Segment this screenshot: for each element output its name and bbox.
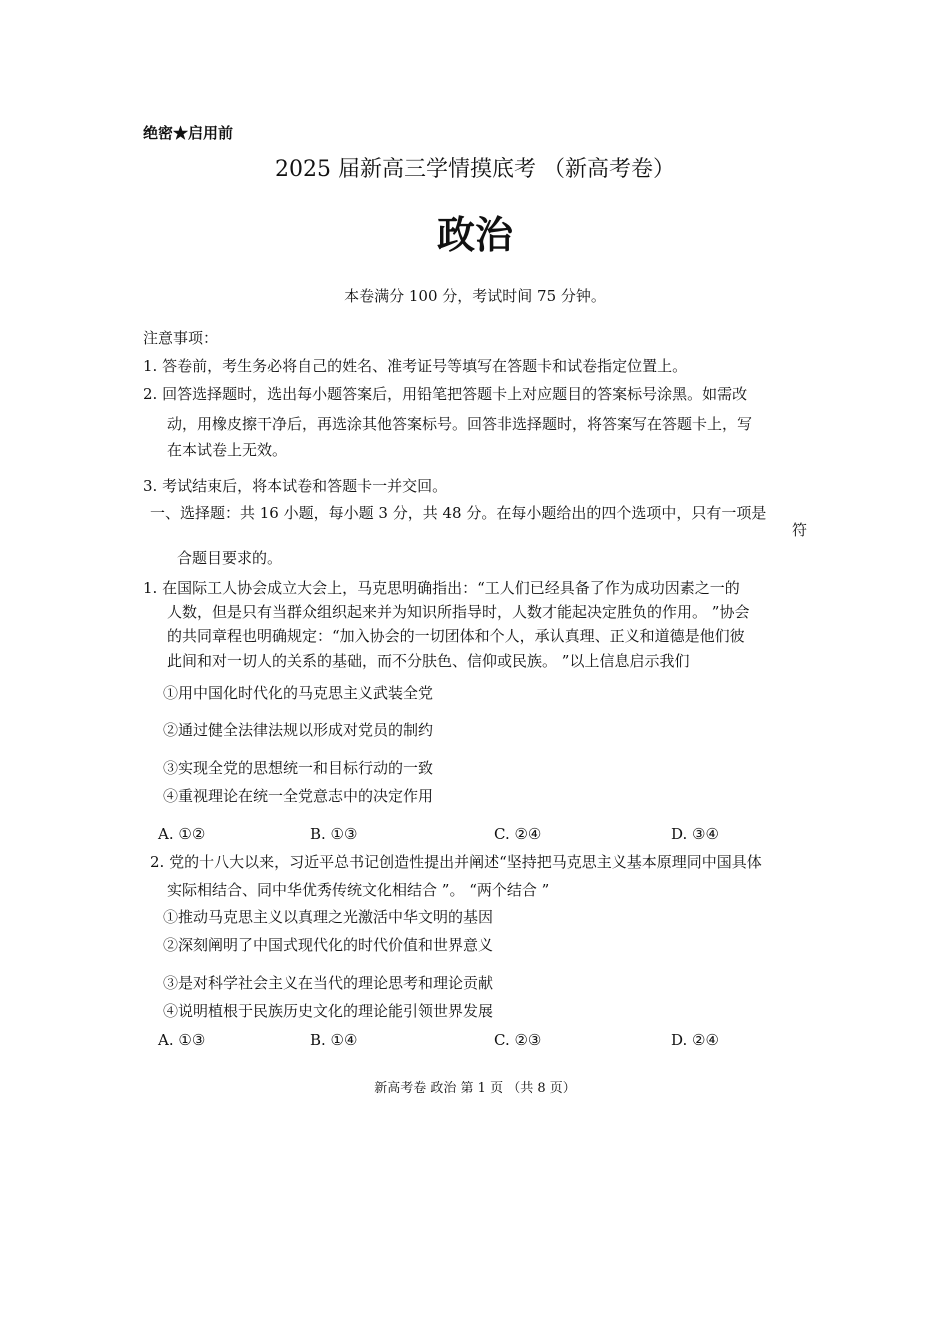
question-2-statement: ④说明植根于民族历史文化的理论能引领世界发展 [163, 1002, 494, 1020]
question-2-statement: ①推动马克思主义以真理之光激活中华文明的基因 [163, 908, 494, 926]
section-heading-continuation: 合题目要求的。 [177, 549, 283, 567]
question-2-stem: 2. 党的十八大以来，习近平总书记创造性提出并阐述“坚持把马克思主义基本原理同中国具体 [150, 853, 762, 871]
exam-title: 2025 届新高三学情摸底考 （新高考卷） [275, 157, 675, 182]
question-2-option-d: D. ②④ [671, 1031, 719, 1049]
note-item: 1. 答卷前，考生务必将自己的姓名、准考证号等填写在答题卡和试卷指定位置上。 [143, 357, 688, 375]
question-1-statement: ④重视理论在统一全党意志中的决定作用 [163, 787, 434, 805]
question-1-stem: 的共同章程也明确规定：“加入协会的一切团体和个人，承认真理、正义和道德是他们彼 [167, 627, 745, 645]
question-2-option-c: C. ②③ [494, 1031, 542, 1049]
exam-info: 本卷满分 100 分，考试时间 75 分钟。 [344, 287, 606, 305]
notes-heading: 注意事项： [143, 329, 219, 347]
question-2-stem: 实际相结合、同中华优秀传统文化相结合 ”。 “两个结合 ” [167, 881, 550, 899]
question-1-option-b: B. ①③ [310, 825, 358, 843]
question-1-statement: ③实现全党的思想统一和目标行动的一致 [163, 759, 434, 777]
question-2-statement: ③是对科学社会主义在当代的理论思考和理论贡献 [163, 974, 494, 992]
question-1-stem: 1. 在国际工人协会成立大会上，马克思明确指出：“工人们已经具备了作为成功因素之一的 [143, 579, 740, 597]
question-2-option-b: B. ①④ [310, 1031, 358, 1049]
note-item-continuation: 动，用橡皮擦干净后，再选涂其他答案标号。回答非选择题时，将答案写在答题卡上，写 [167, 415, 753, 433]
page-footer: 新高考卷 政治 第 1 页 （共 8 页） [374, 1081, 576, 1096]
question-1-stem: 人数，但是只有当群众组织起来并为知识所指导时，人数才能起决定胜负的作用。 ”协会 [167, 603, 750, 621]
note-item: 2. 回答选择题时，选出每小题答案后，用铅笔把答题卡上对应题目的答案标号涂黑。如需改 [143, 385, 748, 403]
note-item: 3. 考试结束后，将本试卷和答题卡一并交回。 [143, 477, 448, 495]
note-item-continuation: 在本试卷上无效。 [167, 441, 288, 459]
question-1-option-d: D. ③④ [671, 825, 719, 843]
question-1-option-c: C. ②④ [494, 825, 542, 843]
section-heading-tail: 符 [792, 521, 808, 539]
question-2-option-a: A. ①③ [158, 1031, 206, 1049]
question-1-stem: 此间和对一切人的关系的基础，而不分肤色、信仰或民族。 ”以上信息启示我们 [167, 652, 690, 670]
question-1-statement: ②通过健全法律法规以形成对党员的制约 [163, 721, 434, 739]
section-heading: 一、选择题：共 16 小题，每小题 3 分，共 48 分。在每小题给出的四个选项中，只有一项是 [150, 504, 767, 522]
question-2-statement: ②深刻阐明了中国式现代化的时代价值和世界意义 [163, 936, 494, 954]
question-1-option-a: A. ①② [158, 825, 206, 843]
question-1-statement: ①用中国化时代化的马克思主义武装全党 [163, 684, 434, 702]
subject-title: 政治 [436, 212, 513, 257]
secret-mark: 绝密★启用前 [143, 124, 234, 142]
